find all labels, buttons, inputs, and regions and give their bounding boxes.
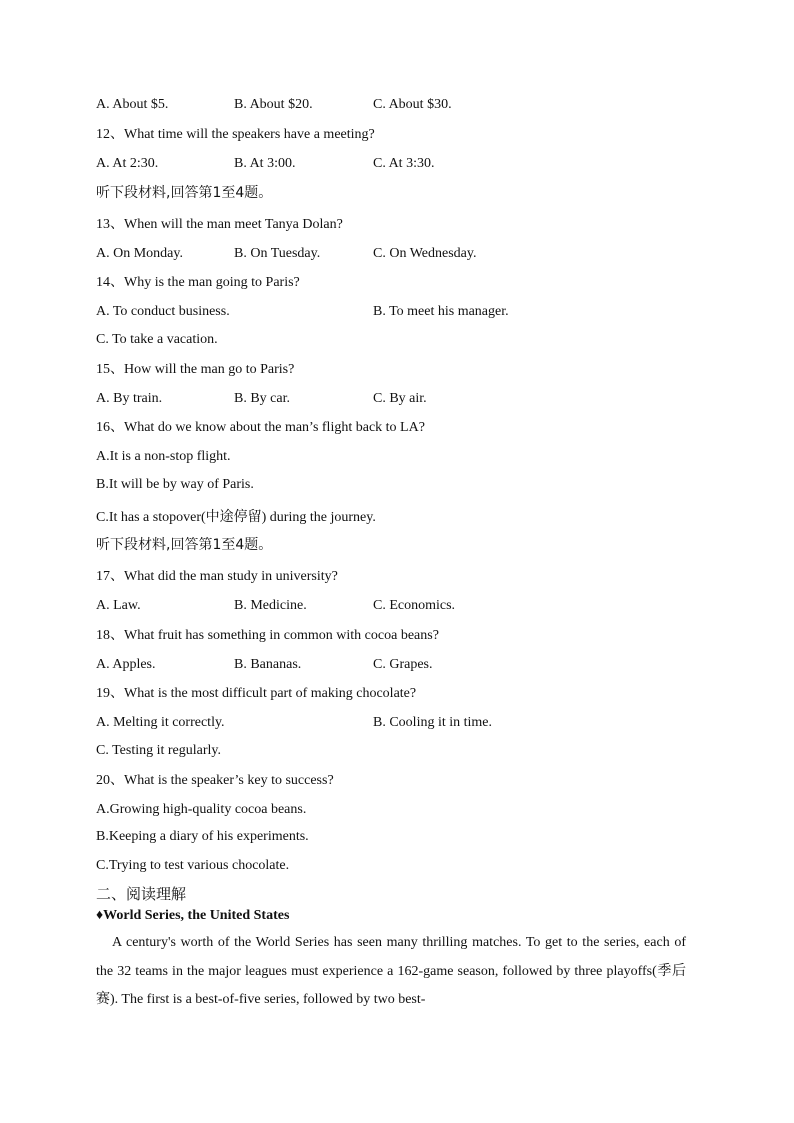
q17-option-c: C. Economics. xyxy=(373,598,456,613)
q18-option-c: C. Grapes. xyxy=(373,657,433,672)
q20-option-b: B.Keeping a diary of his experiments. xyxy=(96,829,309,844)
q15-question: 15、How will the man go to Paris? xyxy=(96,362,295,377)
q17-option-a: A. Law. xyxy=(96,598,141,613)
q19-option-a: A. Melting it correctly. xyxy=(96,715,225,730)
q15-option-c: C. By air. xyxy=(373,391,427,406)
q20-option-a: A.Growing high-quality cocoa beans. xyxy=(96,802,307,817)
q11-option-b: B. About $20. xyxy=(234,97,313,112)
passage-paragraph: A century's worth of the World Series has seen many thrilling matches. To get to the series, each of the 32 teams in the major leagues must experience a 162-game season, followed by three playoffs(季后赛). The first is a best-of-five series, followed by two best- xyxy=(96,935,686,1007)
q12-option-a: A. At 2:30. xyxy=(96,156,159,171)
listening-instruction-1: 听下段材料,回答第1至4题。 xyxy=(96,185,273,201)
q18-question: 18、What fruit has something in common with cocoa beans? xyxy=(96,628,439,643)
q16-option-c: C.It has a stopover(中途停留) during the journey. xyxy=(96,510,376,525)
q16-option-b: B.It will be by way of Paris. xyxy=(96,477,254,492)
q19-option-b: B. Cooling it in time. xyxy=(373,715,493,730)
q14-option-b: B. To meet his manager. xyxy=(373,304,509,319)
q13-option-a: A. On Monday. xyxy=(96,246,183,261)
q17-question: 17、What did the man study in university? xyxy=(96,569,338,584)
passage-title: ♦World Series, the United States xyxy=(96,908,290,923)
q14-option-c: C. To take a vacation. xyxy=(96,332,218,347)
q20-option-c: C.Trying to test various chocolate. xyxy=(96,858,290,873)
q19-option-c: C. Testing it regularly. xyxy=(96,743,222,758)
q17-option-b: B. Medicine. xyxy=(234,598,307,613)
q13-option-c: C. On Wednesday. xyxy=(373,246,477,261)
q16-question: 16、What do we know about the man’s flight back to LA? xyxy=(96,420,425,435)
q14-option-a: A. To conduct business. xyxy=(96,304,230,319)
q15-option-a: A. By train. xyxy=(96,391,163,406)
q12-option-b: B. At 3:00. xyxy=(234,156,296,171)
q13-question: 13、When will the man meet Tanya Dolan? xyxy=(96,217,343,232)
q19-question: 19、What is the most difficult part of making chocolate? xyxy=(96,686,417,701)
listening-instruction-2: 听下段材料,回答第1至4题。 xyxy=(96,537,273,553)
q15-option-b: B. By car. xyxy=(234,391,290,406)
q16-option-a: A.It is a non-stop flight. xyxy=(96,449,231,464)
q12-question: 12、What time will the speakers have a meeting? xyxy=(96,127,375,142)
q18-option-a: A. Apples. xyxy=(96,657,156,672)
q13-option-b: B. On Tuesday. xyxy=(234,246,321,261)
section-2-title: 二、阅读理解 xyxy=(96,885,187,903)
q11-option-c: C. About $30. xyxy=(373,97,452,112)
q11-option-a: A. About $5. xyxy=(96,97,169,112)
q20-question: 20、What is the speaker’s key to success? xyxy=(96,773,334,788)
q18-option-b: B. Bananas. xyxy=(234,657,302,672)
q12-option-c: C. At 3:30. xyxy=(373,156,435,171)
q14-question: 14、Why is the man going to Paris? xyxy=(96,275,300,290)
